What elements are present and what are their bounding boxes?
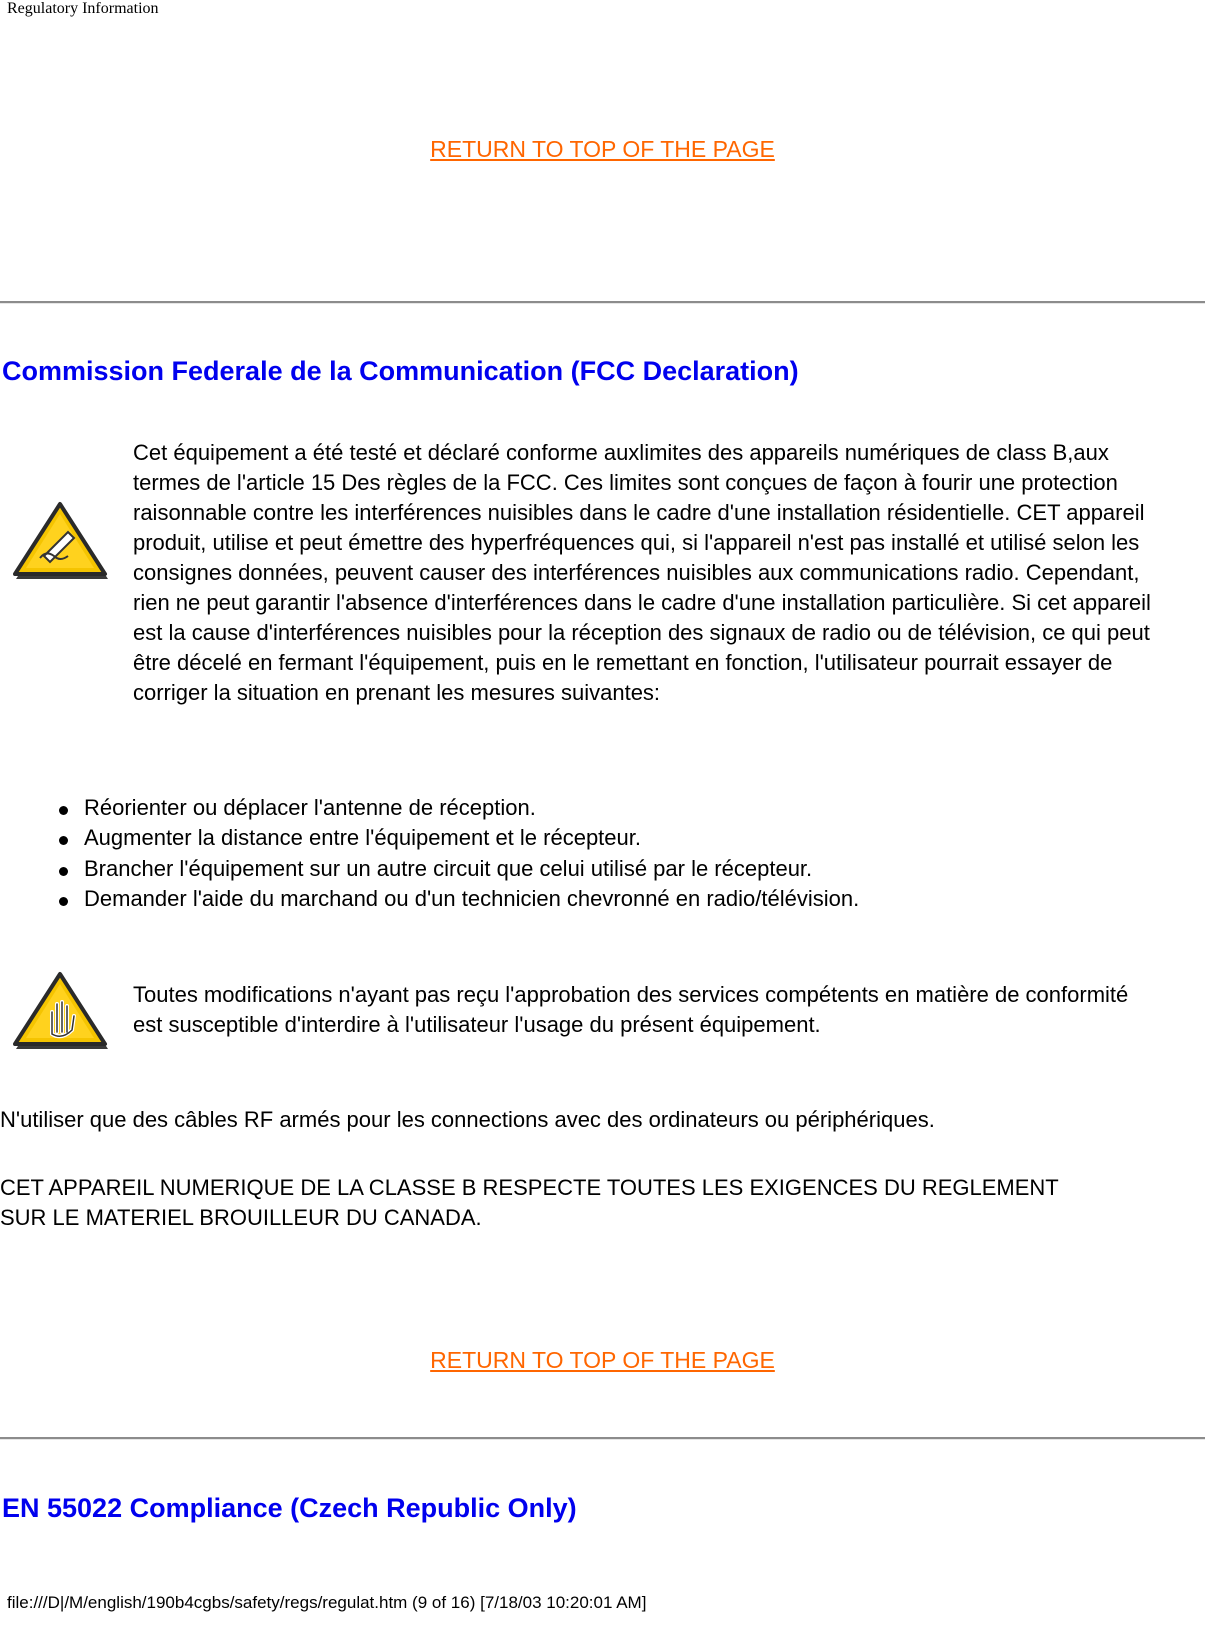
- section-divider: [0, 301, 1205, 304]
- cable-note-text: N'utiliser que des câbles RF armés pour les connections avec des ordinateurs ou périphériques.: [0, 1107, 935, 1132]
- list-item: Demander l'aide du marchand ou d'un technicien chevronné en radio/télévision.: [52, 884, 859, 914]
- return-to-top-link[interactable]: RETURN TO TOP OF THE PAGE: [430, 136, 775, 162]
- fcc-measures-list: [52, 793, 859, 914]
- canada-compliance-text: CET APPAREIL NUMERIQUE DE LA CLASSE B RESPECTE TOUTES LES EXIGENCES DU REGLEMENT SUR LE MATERIEL BROUILLEUR DU CANADA.: [0, 1175, 1059, 1230]
- bullet-icon: [59, 867, 68, 876]
- fcc-intro-paragraph: Cet équipement a été testé et déclaré conforme auxlimites des appareils numériques de class B,aux termes de l'article 15 Des règles de la FCC. Ces limites sont conçues de façon à fourir une protection raisonnable contre les interférences nuisibles dans le cadre d'une installation résidentielle. CET appareil produit, utilise et peut émettre des hyperfréquences qui, si l'appareil n'est pas installé et utilisé selon les consignes données, peuvent causer des interférences nuisibles aux communications radio. Cependant, rien ne peut garantir l'absence d'interférences dans le cadre d'une installation particulière. Si cet appareil est la cause d'interférences nuisibles pour la réception des signaux de radio ou de télévision, ce qui peut être décelé en fermant l'équipement, puis en le remettant en fonction, l'utilisateur pourrait essayer de corriger la situation en prenant les mesures suivantes:: [133, 440, 1151, 705]
- list-item: Augmenter la distance entre l'équipement et le récepteur.: [52, 823, 859, 853]
- modification-warning-text: Toutes modifications n'ayant pas reçu l'approbation des services compétents en matière de conformité est susceptible d'interdire à l'utilisateur l'usage du présent équipement.: [133, 982, 1129, 1037]
- section-divider: [0, 1437, 1205, 1440]
- fcc-section-title: Commission Federale de la Communication (FCC Declaration): [2, 356, 799, 386]
- list-item: Brancher l'équipement sur un autre circuit que celui utilisé par le récepteur.: [52, 854, 859, 884]
- list-item: Réorienter ou déplacer l'antenne de réception.: [52, 793, 859, 823]
- page-header-title: Regulatory Information: [7, 0, 159, 17]
- page-footer-path: file:///D|/M/english/190b4cgbs/safety/regs/regulat.htm (9 of 16) [7/18/03 10:20:01 AM]: [7, 1593, 647, 1612]
- en55022-section-title: EN 55022 Compliance (Czech Republic Only): [2, 1493, 577, 1523]
- bullet-icon: [59, 897, 68, 906]
- bullet-icon: [59, 836, 68, 845]
- return-to-top-link[interactable]: RETURN TO TOP OF THE PAGE: [430, 1347, 775, 1373]
- warning-note-icon: [10, 500, 110, 587]
- warning-hand-icon: [10, 970, 110, 1057]
- bullet-icon: [59, 806, 68, 815]
